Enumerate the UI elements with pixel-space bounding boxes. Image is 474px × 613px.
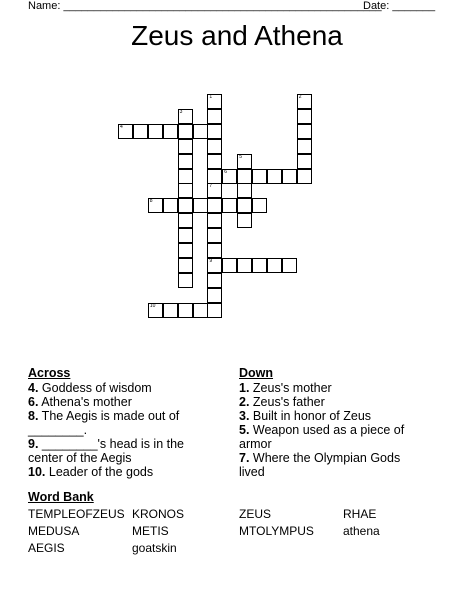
down-clue [239,395,459,409]
down-clue [239,423,459,437]
grid-cell[interactable] [297,169,312,184]
grid-cell[interactable] [178,228,193,243]
word-bank-word: AEGIS [28,541,65,555]
grid-cell[interactable] [207,139,222,154]
clue-number-label: 7. [239,451,250,465]
grid-cell[interactable] [282,258,297,273]
clue-text: ________'s head is in the [38,437,184,451]
grid-cell[interactable] [118,124,133,139]
grid-cell[interactable] [178,213,193,228]
clue-number: 5 [239,153,242,160]
word-bank-word: goatskin [132,541,177,555]
clue-number: 4 [120,123,123,130]
grid-cell[interactable] [237,169,252,184]
date-field: Date: _______ [363,0,436,12]
grid-cell[interactable] [237,258,252,273]
grid-cell[interactable] [252,169,267,184]
down-clues [239,366,459,479]
grid-cell[interactable] [207,198,222,213]
grid-cell[interactable] [222,169,237,184]
across-clue [28,465,228,479]
across-clue [28,437,228,451]
clue-number-label: 1. [239,381,250,395]
grid-cell[interactable] [237,154,252,169]
grid-cell[interactable] [178,124,193,139]
grid-cell[interactable] [163,124,178,139]
grid-cell[interactable] [193,124,208,139]
word-bank-title: Word Bank [28,490,94,504]
across-clue [28,423,228,437]
clue-number-label: 5. [239,423,250,437]
clue-number-label: 3. [239,409,250,423]
clue-number: 8 [149,198,153,205]
grid-cell[interactable] [297,124,312,139]
grid-cell[interactable] [207,243,222,258]
grid-cell[interactable] [133,124,148,139]
clue-text: Zeus's mother [249,381,332,395]
across-clue [28,451,228,465]
down-clue [239,465,459,479]
grid-cell[interactable] [207,124,222,139]
clue-text: The Aegis is made out of [38,409,180,423]
across-clue [28,409,228,423]
grid-cell[interactable] [207,169,222,184]
clue-text: Athena's mother [38,395,132,409]
clue-text: armor [239,437,272,451]
clue-number: 1 [209,94,213,100]
clue-text: ________. [28,423,88,437]
grid-cell[interactable] [178,183,193,198]
grid-cell[interactable] [178,243,193,258]
clue-text: Built in honor of Zeus [249,409,372,423]
grid-cell[interactable] [237,198,252,213]
grid-cell[interactable] [207,258,222,273]
grid-cell[interactable] [163,198,178,213]
grid-cell[interactable] [178,109,193,124]
clue-number-label: 10. [28,465,46,479]
word-bank-word: MTOLYMPUS [239,524,314,538]
clue-number: 2 [298,94,302,100]
grid-cell[interactable] [252,198,267,213]
word-bank-word: MEDUSA [28,524,80,538]
clue-number-label: 4. [28,381,39,395]
grid-cell[interactable] [222,198,237,213]
across-clue [28,381,228,395]
name-field: Name: ____________________________________________________ [28,0,382,12]
clue-text: Zeus's father [249,395,325,409]
clue-text: lived [239,465,265,479]
grid-cell[interactable] [178,258,193,273]
grid-cell[interactable] [178,198,193,213]
grid-cell[interactable] [267,169,282,184]
grid-cell[interactable] [178,139,193,154]
word-bank-word: ZEUS [239,507,272,521]
grid-cell[interactable] [207,213,222,228]
grid-cell[interactable] [178,154,193,169]
grid-cell[interactable] [193,303,208,318]
clue-number-label: 9. [28,437,39,451]
grid-cell[interactable] [207,94,222,109]
clue-text: center of the Aegis [28,451,132,465]
down-clue [239,451,459,465]
clue-number-label: 8. [28,409,39,423]
down-clue [239,437,459,451]
across-heading: Across [28,366,71,380]
clue-text: Where the Olympian Gods [249,451,401,465]
clue-number: 7 [209,183,213,190]
grid-cell[interactable] [297,94,312,109]
grid-cell[interactable] [148,198,163,213]
clue-number: 3 [179,108,183,115]
grid-cell[interactable] [207,109,222,124]
clue-number: 9 [209,257,213,264]
grid-cell[interactable] [237,213,252,228]
clue-number: 6 [224,168,228,175]
word-bank-word: TEMPLEOFZEUS [28,507,125,521]
clue-number: 10 [149,302,156,309]
word-bank-word: KRONOS [132,507,185,521]
grid-cell[interactable] [193,198,208,213]
grid-cell[interactable] [237,183,252,198]
grid-cell[interactable] [207,154,222,169]
grid-cell[interactable] [178,303,193,318]
across-clue [28,395,228,409]
down-heading: Down [239,366,274,380]
grid-cell[interactable] [178,169,193,184]
clue-text: Leader of the gods [45,465,154,479]
word-bank-word: athena [343,524,380,538]
grid-cell[interactable] [267,258,282,273]
grid-cell[interactable] [207,228,222,243]
word-bank-word: METIS [132,524,169,538]
grid-cell[interactable] [207,183,222,198]
grid-cell[interactable] [297,154,312,169]
grid-cell[interactable] [297,109,312,124]
grid-cell[interactable] [178,273,193,288]
clue-number-label: 2. [239,395,250,409]
grid-cell[interactable] [207,273,222,288]
grid-cell[interactable] [252,258,267,273]
word-bank-word: RHAE [343,507,377,521]
grid-cell[interactable] [282,169,297,184]
grid-cell[interactable] [207,288,222,303]
clue-number-label: 6. [28,395,39,409]
grid-cell[interactable] [148,124,163,139]
grid-cell[interactable] [222,258,237,273]
clue-text: Goddess of wisdom [38,381,152,395]
grid-cell[interactable] [297,139,312,154]
grid-cell[interactable] [163,303,178,318]
across-clues [28,366,228,479]
puzzle-title: Zeus and Athena [131,20,343,51]
clue-text: Weapon used as a piece of [249,423,405,437]
down-clue [239,409,459,423]
grid-cell[interactable] [148,303,163,318]
down-clue [239,381,459,395]
grid-cell[interactable] [207,303,222,318]
